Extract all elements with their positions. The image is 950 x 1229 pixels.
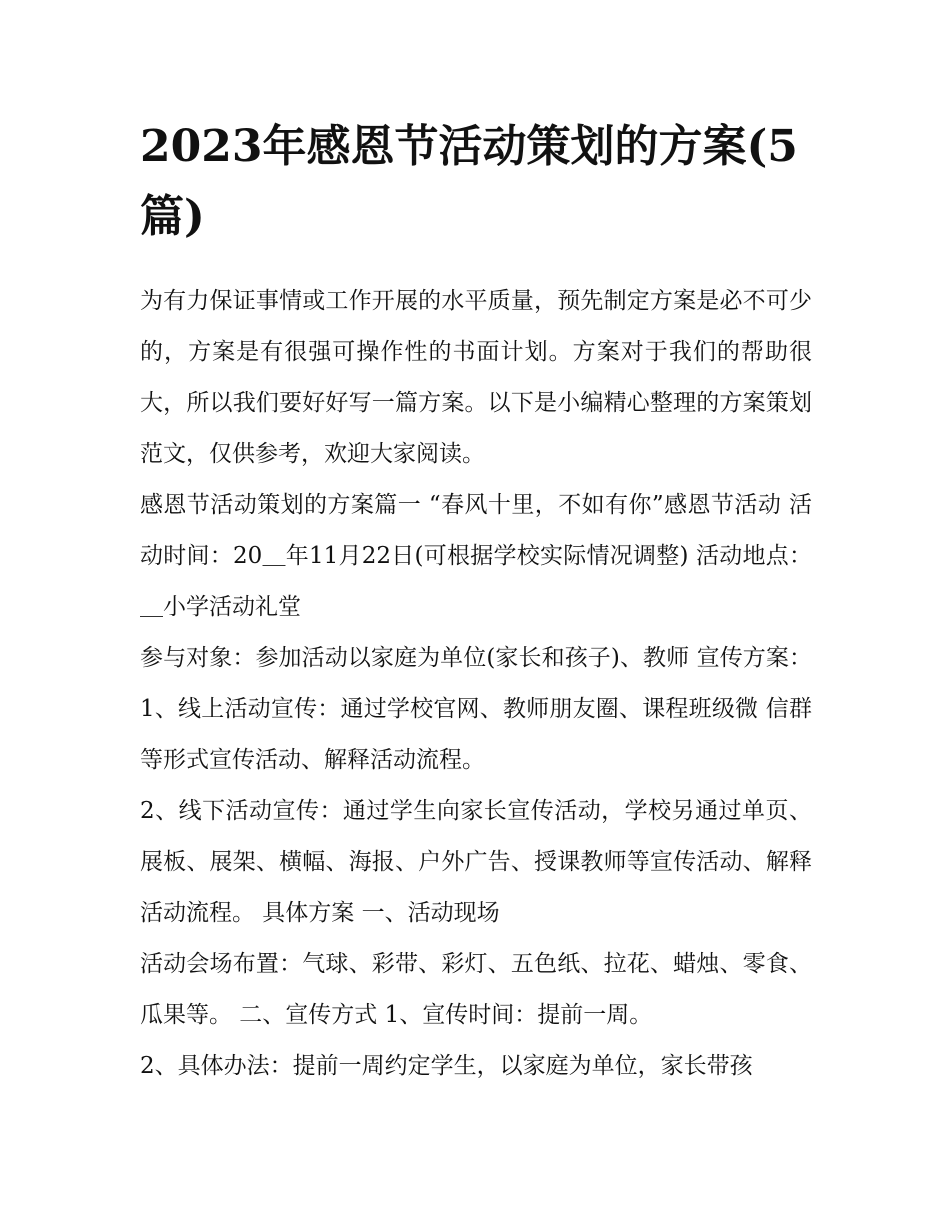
paragraph-offline-promotion: 2、线下活动宣传：通过学生向家长宣传活动，学校另通过单页、展板、展架、横幅、海报、户外广告、授课教师等宣传活动、解释活动流程。 具体方案 一、活动现场 bbox=[140, 798, 812, 926]
document-body bbox=[140, 276, 812, 1092]
paragraph-activity-time-place: 感恩节活动策划的方案篇一 “春风十里，不如有你”感恩节活动 活动时间：20＿年11月22日(可根据学校实际情况调整) 活动地点：＿小学活动礼堂 bbox=[140, 492, 812, 620]
paragraph-venue-setup: 活动会场布置：气球、彩带、彩灯、五色纸、拉花、蜡烛、零食、瓜果等。 二、宣传方式 1、宣传时间：提前一周。 bbox=[140, 951, 812, 1028]
paragraph-intro: 为有力保证事情或工作开展的水平质量，预先制定方案是必不可少的，方案是有很强可操作性的书面计划。方案对于我们的帮助很大，所以我们要好好写一篇方案。以下是小编精心整理的方案策划范文，仅供参考，欢迎大家阅读。 bbox=[140, 288, 812, 467]
document-title: 2023年感恩节活动策划的方案(5篇) bbox=[140, 121, 798, 242]
paragraph-method: 2、具体办法：提前一周约定学生，以家庭为单位，家长带孩 bbox=[140, 1053, 753, 1079]
paragraph-participants-promotion: 参与对象：参加活动以家庭为单位(家长和孩子)、教师 宣传方案：1、线上活动宣传：通过学校官网、教师朋友圈、课程班级微 信群等形式宣传活动、解释活动流程。 bbox=[140, 645, 812, 773]
